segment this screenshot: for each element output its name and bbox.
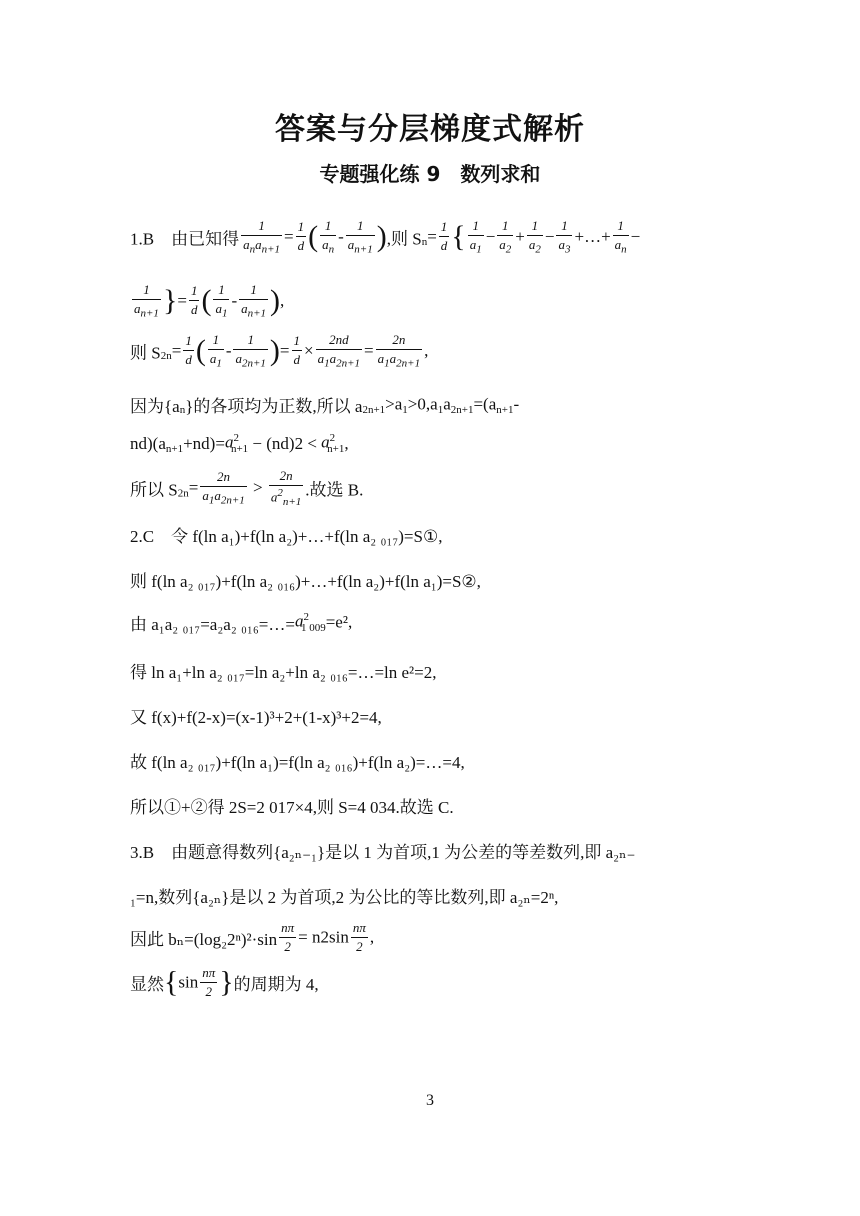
solution-line-5: $nd)(a_{n+1}+nd)=a^2_{n+1} - (nd)2 < a^2_{n+1}$,: [130, 432, 349, 456]
page-title: 答案与分层梯度式解析: [275, 112, 585, 147]
solution-line-13: 所以①+②得 2S=2 017×4,则 S=4 034.故选 C.: [130, 798, 454, 817]
solution-line-4: 因为$\{a_n\}$的各项均为正数,所以 $a_{2n+1}>a_1>0,a_1a_{2n+1}=(a_{n+1}-$: [130, 394, 520, 416]
page-number: 3: [426, 1092, 434, 1109]
solution-line-2: $\frac{1}{a_{n+1}}$ }= $\frac{1}{d}$ ( $\frac{1}{a_1}$ - $\frac{1}{a_{n+1}}$ ),: [134, 282, 285, 320]
solution-line-15: ₁=n,数列{a₂ₙ}是以 2 为首项,2 为公比的等比数列,即 a₂ₙ=2ⁿ,: [130, 888, 559, 907]
solution-line-10: 得 ln a₁+ln a₂ ₀₁₇=ln a₂+ln a₂ ₀₁₆=…=ln e²=2,: [130, 663, 437, 682]
solution-line-8: 则 f(ln a₂ ₀₁₇)+f(ln a₂ ₀₁₆)+…+f(ln a₂)+f(ln a₁)=S②,: [130, 572, 481, 591]
solution-line-9: 由 a₁a₂ ₀₁₇=a₂a₂ $_{016}=\dots=a^2_{1 009}=e^2$,: [130, 610, 353, 634]
solution-line-7: 2.C 令 f(ln a₁)+f(ln a₂)+…+f(ln a₂ ₀₁₇)=S①,: [130, 527, 443, 546]
solution-line-17: 显然{sin $\frac{n\pi}{2}$ }的周期为 4,: [130, 965, 319, 999]
solution-line-6: 所以 $S_{2n}=$ $\frac{2n}{a_1a_{2n+1}}$ > $\frac{2n}{a^2_{n+1}}$ .故选 B.: [130, 468, 364, 508]
solution-line-3: 则 $S_{2n}=$ $\frac{1}{d}$ ( $\frac{1}{a_1}$ - $\frac{1}{a_{2n+1}}$ )= $\frac{1}{d}$ × $\frac{2nd}{a_1a_{2n+1}}$ = $\frac{2n}{a_1a_{2n+1}}$ ,: [130, 332, 429, 370]
solution-line-11: 又 f(x)+f(2-x)=(x-1)³+2+(1-x)³+2=4,: [130, 708, 382, 727]
solution-line-14: 3.B 由题意得数列{a₂ₙ₋₁}是以 1 为首项,1 为公差的等差数列,即 a₂ₙ₋: [130, 843, 636, 862]
page-subtitle: 专题强化练 9 数列求和: [319, 162, 541, 186]
solution-line-12: 故 f(ln a₂ ₀₁₇)+f(ln a₁)=f(ln a₂ ₀₁₆)+f(ln a₂)=…=4,: [130, 753, 465, 772]
fraction: $\frac{1}{d}$: [297, 219, 305, 254]
solution-line-16: 因此 bₙ=(log₂2ⁿ)²·sin $\frac{n\pi}{2}$ = n2sin $\frac{n\pi}{2}$ ,: [130, 920, 375, 954]
solution-line-1: 1.B 由已知得 $\frac{1}{a_na_{n+1}}$ = $\frac{1}{d}$ ( $\frac{1}{a_n}$ - $\frac{1}{a_{n+1}}$ ),则 $S_n=$ $\frac{1}{d}$ { $\frac{1}{a_1}$ − $\frac{1}{a_2}$ + $\frac{1}{a_2}$ − $\frac{1}{a_3}$ +…+ $\frac{1}{a_n}$ −: [130, 218, 641, 256]
fraction: $\frac{1}{a_na_{n+1}}$: [243, 218, 281, 256]
